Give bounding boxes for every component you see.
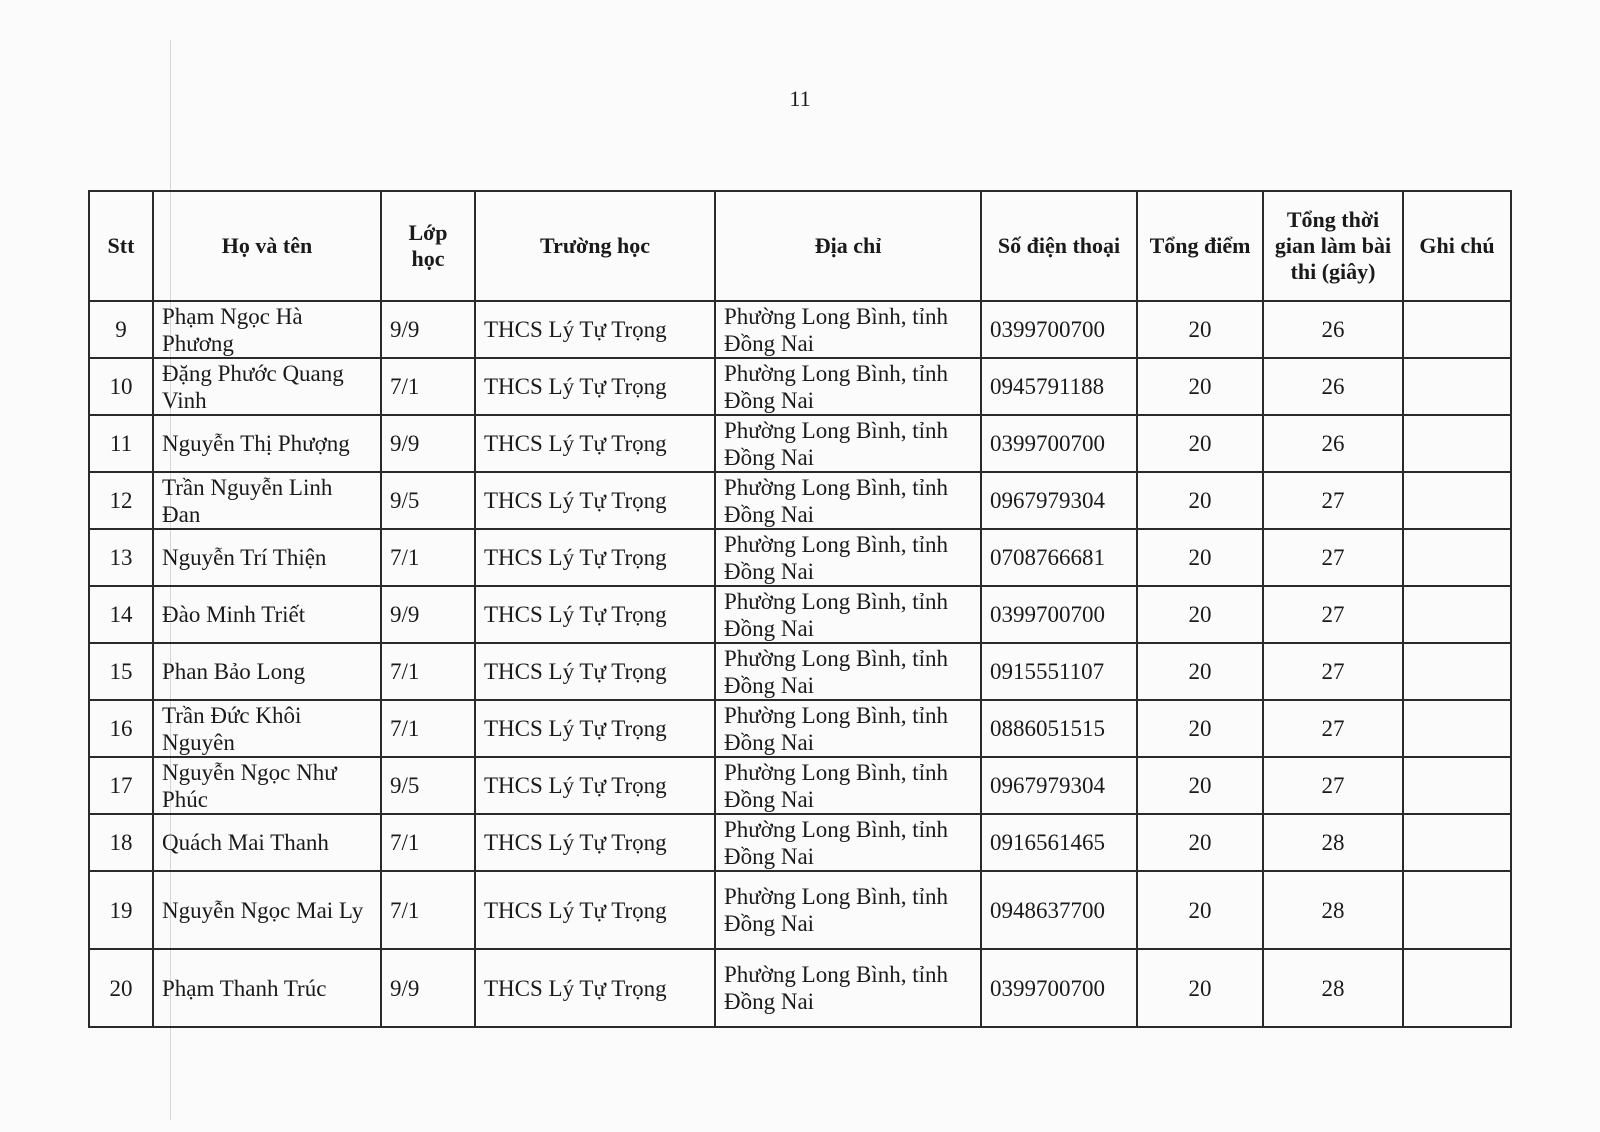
cell-time: 27 (1263, 643, 1403, 700)
table-row (89, 529, 1511, 586)
cell-class: 7/1 (381, 700, 475, 757)
cell-address: Phường Long Bình, tỉnh Đồng Nai (715, 814, 981, 871)
cell-school: THCS Lý Tự Trọng (475, 358, 715, 415)
cell-class: 7/1 (381, 643, 475, 700)
table-row (89, 700, 1511, 757)
cell-note (1403, 871, 1511, 949)
cell-phone: 0708766681 (981, 529, 1137, 586)
table-row (89, 415, 1511, 472)
cell-time: 26 (1263, 301, 1403, 358)
cell-phone: 0399700700 (981, 586, 1137, 643)
table-row (89, 949, 1511, 1027)
cell-note (1403, 529, 1511, 586)
table-row (89, 871, 1511, 949)
cell-name: Nguyễn Ngọc Như Phúc (153, 757, 381, 814)
cell-time: 26 (1263, 415, 1403, 472)
cell-class: 9/9 (381, 301, 475, 358)
cell-note (1403, 700, 1511, 757)
cell-name: Phạm Thanh Trúc (153, 949, 381, 1027)
cell-phone: 0967979304 (981, 472, 1137, 529)
cell-name: Phạm Ngọc Hà Phương (153, 301, 381, 358)
results-table (88, 190, 1512, 1028)
cell-class: 9/5 (381, 472, 475, 529)
cell-phone: 0399700700 (981, 415, 1137, 472)
cell-stt: 12 (89, 472, 153, 529)
header-score: Tổng điểm (1137, 191, 1263, 301)
cell-phone: 0399700700 (981, 301, 1137, 358)
cell-address: Phường Long Bình, tỉnh Đồng Nai (715, 301, 981, 358)
cell-school: THCS Lý Tự Trọng (475, 700, 715, 757)
cell-score: 20 (1137, 586, 1263, 643)
cell-stt: 15 (89, 643, 153, 700)
cell-class: 7/1 (381, 529, 475, 586)
table-header-row (89, 191, 1511, 301)
cell-address: Phường Long Bình, tỉnh Đồng Nai (715, 949, 981, 1027)
cell-name: Nguyễn Trí Thiện (153, 529, 381, 586)
cell-time: 27 (1263, 700, 1403, 757)
cell-note (1403, 415, 1511, 472)
cell-name: Đặng Phước Quang Vinh (153, 358, 381, 415)
cell-name: Trần Nguyễn Linh Đan (153, 472, 381, 529)
header-name: Họ và tên (153, 191, 381, 301)
cell-phone: 0886051515 (981, 700, 1137, 757)
cell-class: 9/5 (381, 757, 475, 814)
cell-school: THCS Lý Tự Trọng (475, 529, 715, 586)
cell-score: 20 (1137, 871, 1263, 949)
table-row (89, 757, 1511, 814)
cell-phone: 0945791188 (981, 358, 1137, 415)
cell-name: Nguyễn Ngọc Mai Ly (153, 871, 381, 949)
cell-time: 28 (1263, 949, 1403, 1027)
cell-address: Phường Long Bình, tỉnh Đồng Nai (715, 757, 981, 814)
cell-address: Phường Long Bình, tỉnh Đồng Nai (715, 643, 981, 700)
cell-score: 20 (1137, 643, 1263, 700)
header-address: Địa chỉ (715, 191, 981, 301)
cell-class: 9/9 (381, 586, 475, 643)
cell-time: 27 (1263, 586, 1403, 643)
cell-class: 7/1 (381, 814, 475, 871)
cell-time: 27 (1263, 472, 1403, 529)
cell-school: THCS Lý Tự Trọng (475, 949, 715, 1027)
cell-class: 7/1 (381, 871, 475, 949)
table-row (89, 301, 1511, 358)
cell-note (1403, 358, 1511, 415)
cell-stt: 13 (89, 529, 153, 586)
table-row (89, 358, 1511, 415)
cell-stt: 18 (89, 814, 153, 871)
cell-score: 20 (1137, 358, 1263, 415)
header-stt: Stt (89, 191, 153, 301)
cell-score: 20 (1137, 472, 1263, 529)
header-school: Trường học (475, 191, 715, 301)
cell-stt: 11 (89, 415, 153, 472)
cell-phone: 0399700700 (981, 949, 1137, 1027)
cell-school: THCS Lý Tự Trọng (475, 472, 715, 529)
cell-phone: 0916561465 (981, 814, 1137, 871)
cell-address: Phường Long Bình, tỉnh Đồng Nai (715, 415, 981, 472)
cell-address: Phường Long Bình, tỉnh Đồng Nai (715, 358, 981, 415)
cell-stt: 10 (89, 358, 153, 415)
cell-time: 28 (1263, 814, 1403, 871)
cell-phone: 0948637700 (981, 871, 1137, 949)
cell-score: 20 (1137, 415, 1263, 472)
cell-phone: 0915551107 (981, 643, 1137, 700)
cell-score: 20 (1137, 301, 1263, 358)
cell-school: THCS Lý Tự Trọng (475, 871, 715, 949)
cell-address: Phường Long Bình, tỉnh Đồng Nai (715, 586, 981, 643)
header-note: Ghi chú (1403, 191, 1511, 301)
cell-score: 20 (1137, 949, 1263, 1027)
cell-note (1403, 301, 1511, 358)
cell-school: THCS Lý Tự Trọng (475, 301, 715, 358)
cell-name: Đào Minh Triết (153, 586, 381, 643)
cell-name: Phan Bảo Long (153, 643, 381, 700)
cell-score: 20 (1137, 529, 1263, 586)
cell-note (1403, 757, 1511, 814)
cell-time: 26 (1263, 358, 1403, 415)
cell-time: 27 (1263, 529, 1403, 586)
cell-stt: 14 (89, 586, 153, 643)
cell-stt: 17 (89, 757, 153, 814)
cell-note (1403, 472, 1511, 529)
cell-stt: 19 (89, 871, 153, 949)
cell-note (1403, 814, 1511, 871)
cell-time: 28 (1263, 871, 1403, 949)
cell-school: THCS Lý Tự Trọng (475, 643, 715, 700)
header-class: Lớp học (381, 191, 475, 301)
header-phone: Số điện thoại (981, 191, 1137, 301)
cell-address: Phường Long Bình, tỉnh Đồng Nai (715, 871, 981, 949)
cell-school: THCS Lý Tự Trọng (475, 586, 715, 643)
cell-phone: 0967979304 (981, 757, 1137, 814)
cell-school: THCS Lý Tự Trọng (475, 814, 715, 871)
cell-name: Quách Mai Thanh (153, 814, 381, 871)
cell-class: 9/9 (381, 949, 475, 1027)
cell-name: Trần Đức Khôi Nguyên (153, 700, 381, 757)
table-row (89, 643, 1511, 700)
cell-stt: 16 (89, 700, 153, 757)
cell-address: Phường Long Bình, tỉnh Đồng Nai (715, 700, 981, 757)
cell-class: 9/9 (381, 415, 475, 472)
header-time: Tổng thời gian làm bài thi (giây) (1263, 191, 1403, 301)
cell-note (1403, 949, 1511, 1027)
cell-note (1403, 643, 1511, 700)
table-row (89, 814, 1511, 871)
cell-school: THCS Lý Tự Trọng (475, 757, 715, 814)
table-row (89, 586, 1511, 643)
table-body (89, 301, 1511, 1027)
cell-class: 7/1 (381, 358, 475, 415)
cell-school: THCS Lý Tự Trọng (475, 415, 715, 472)
cell-score: 20 (1137, 700, 1263, 757)
cell-note (1403, 586, 1511, 643)
cell-score: 20 (1137, 814, 1263, 871)
cell-time: 27 (1263, 757, 1403, 814)
table-row (89, 472, 1511, 529)
cell-score: 20 (1137, 757, 1263, 814)
cell-stt: 9 (89, 301, 153, 358)
cell-name: Nguyễn Thị Phượng (153, 415, 381, 472)
cell-stt: 20 (89, 949, 153, 1027)
cell-address: Phường Long Bình, tỉnh Đồng Nai (715, 529, 981, 586)
cell-address: Phường Long Bình, tỉnh Đồng Nai (715, 472, 981, 529)
page-number: 11 (789, 86, 811, 111)
